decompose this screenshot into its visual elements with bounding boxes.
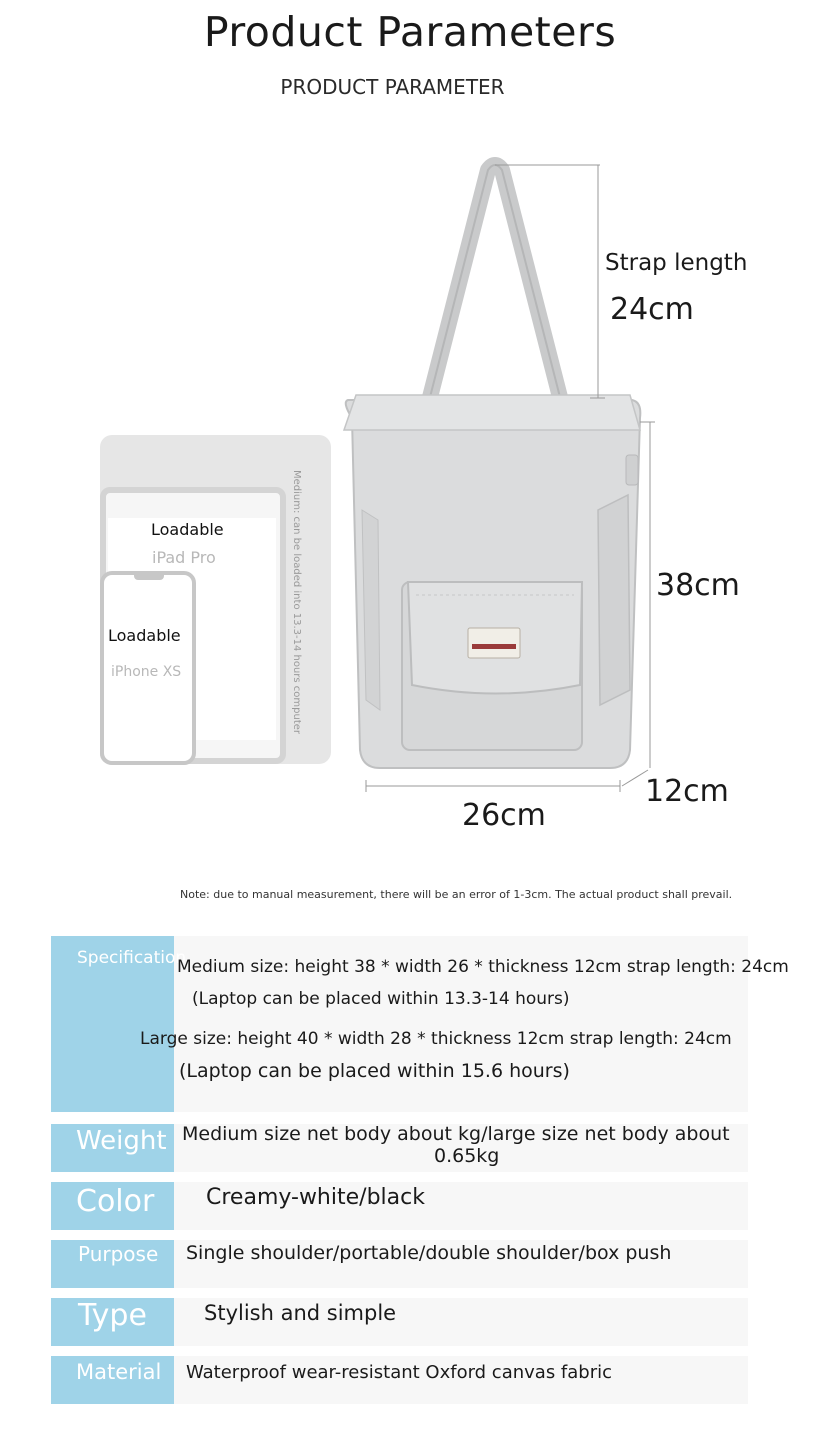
- tote-bag-illustration: [330, 150, 670, 800]
- spec-line-1: Medium size: height 38 * width 26 * thickness 12cm strap length: 24cm: [177, 957, 789, 977]
- weight-head-label: Weight: [76, 1126, 167, 1156]
- height-value: 38cm: [656, 568, 740, 603]
- purpose-value: Single shoulder/portable/double shoulder/box push: [186, 1242, 672, 1264]
- spec-head-cell: [51, 936, 187, 1112]
- type-value: Stylish and simple: [204, 1301, 397, 1325]
- depth-value: 12cm: [645, 774, 729, 809]
- page-subtitle: PRODUCT PARAMETER: [280, 75, 505, 99]
- spec-line-3: Large size: height 40 * width 28 * thickness 12cm strap length: 24cm: [140, 1029, 732, 1049]
- ipad-loadable-label: Loadable: [151, 520, 224, 539]
- purpose-head-cell: [51, 1240, 174, 1288]
- type-head-cell: [51, 1298, 174, 1346]
- spec-head-label: Specification: [77, 948, 187, 968]
- laptop-capacity-note: Medium: can be loaded into 13.3-14 hours computer: [291, 470, 302, 735]
- width-value: 26cm: [462, 798, 546, 833]
- strap-length-label: Strap length: [605, 250, 748, 276]
- weight-line-2: 0.65kg: [434, 1145, 500, 1167]
- ipad-name: iPad Pro: [152, 548, 216, 567]
- material-head-cell: [51, 1356, 174, 1404]
- page-title: Product Parameters: [203, 8, 617, 56]
- iphone-loadable-label: Loadable: [108, 626, 181, 645]
- type-head-label: Type: [78, 1298, 147, 1333]
- iphone-notch: [134, 575, 164, 580]
- measurement-note: Note: due to manual measurement, there will be an error of 1-3cm. The actual product shall prevail.: [180, 888, 733, 901]
- purpose-head-label: Purpose: [78, 1242, 159, 1266]
- weight-line-1: Medium size net body about kg/large size net body about: [182, 1123, 730, 1145]
- material-value: Waterproof wear-resistant Oxford canvas fabric: [186, 1362, 613, 1383]
- strap-length-value: 24cm: [610, 292, 694, 327]
- material-head-label: Material: [76, 1360, 162, 1384]
- iphone-name: iPhone XS: [111, 664, 182, 680]
- color-head-label: Color: [76, 1184, 155, 1219]
- spec-line-4: (Laptop can be placed within 15.6 hours): [179, 1060, 570, 1082]
- color-value: Creamy-white/black: [206, 1185, 425, 1210]
- color-head-cell: [51, 1182, 174, 1230]
- spec-line-2: (Laptop can be placed within 13.3-14 hours): [192, 989, 570, 1009]
- weight-head-cell: [51, 1124, 174, 1172]
